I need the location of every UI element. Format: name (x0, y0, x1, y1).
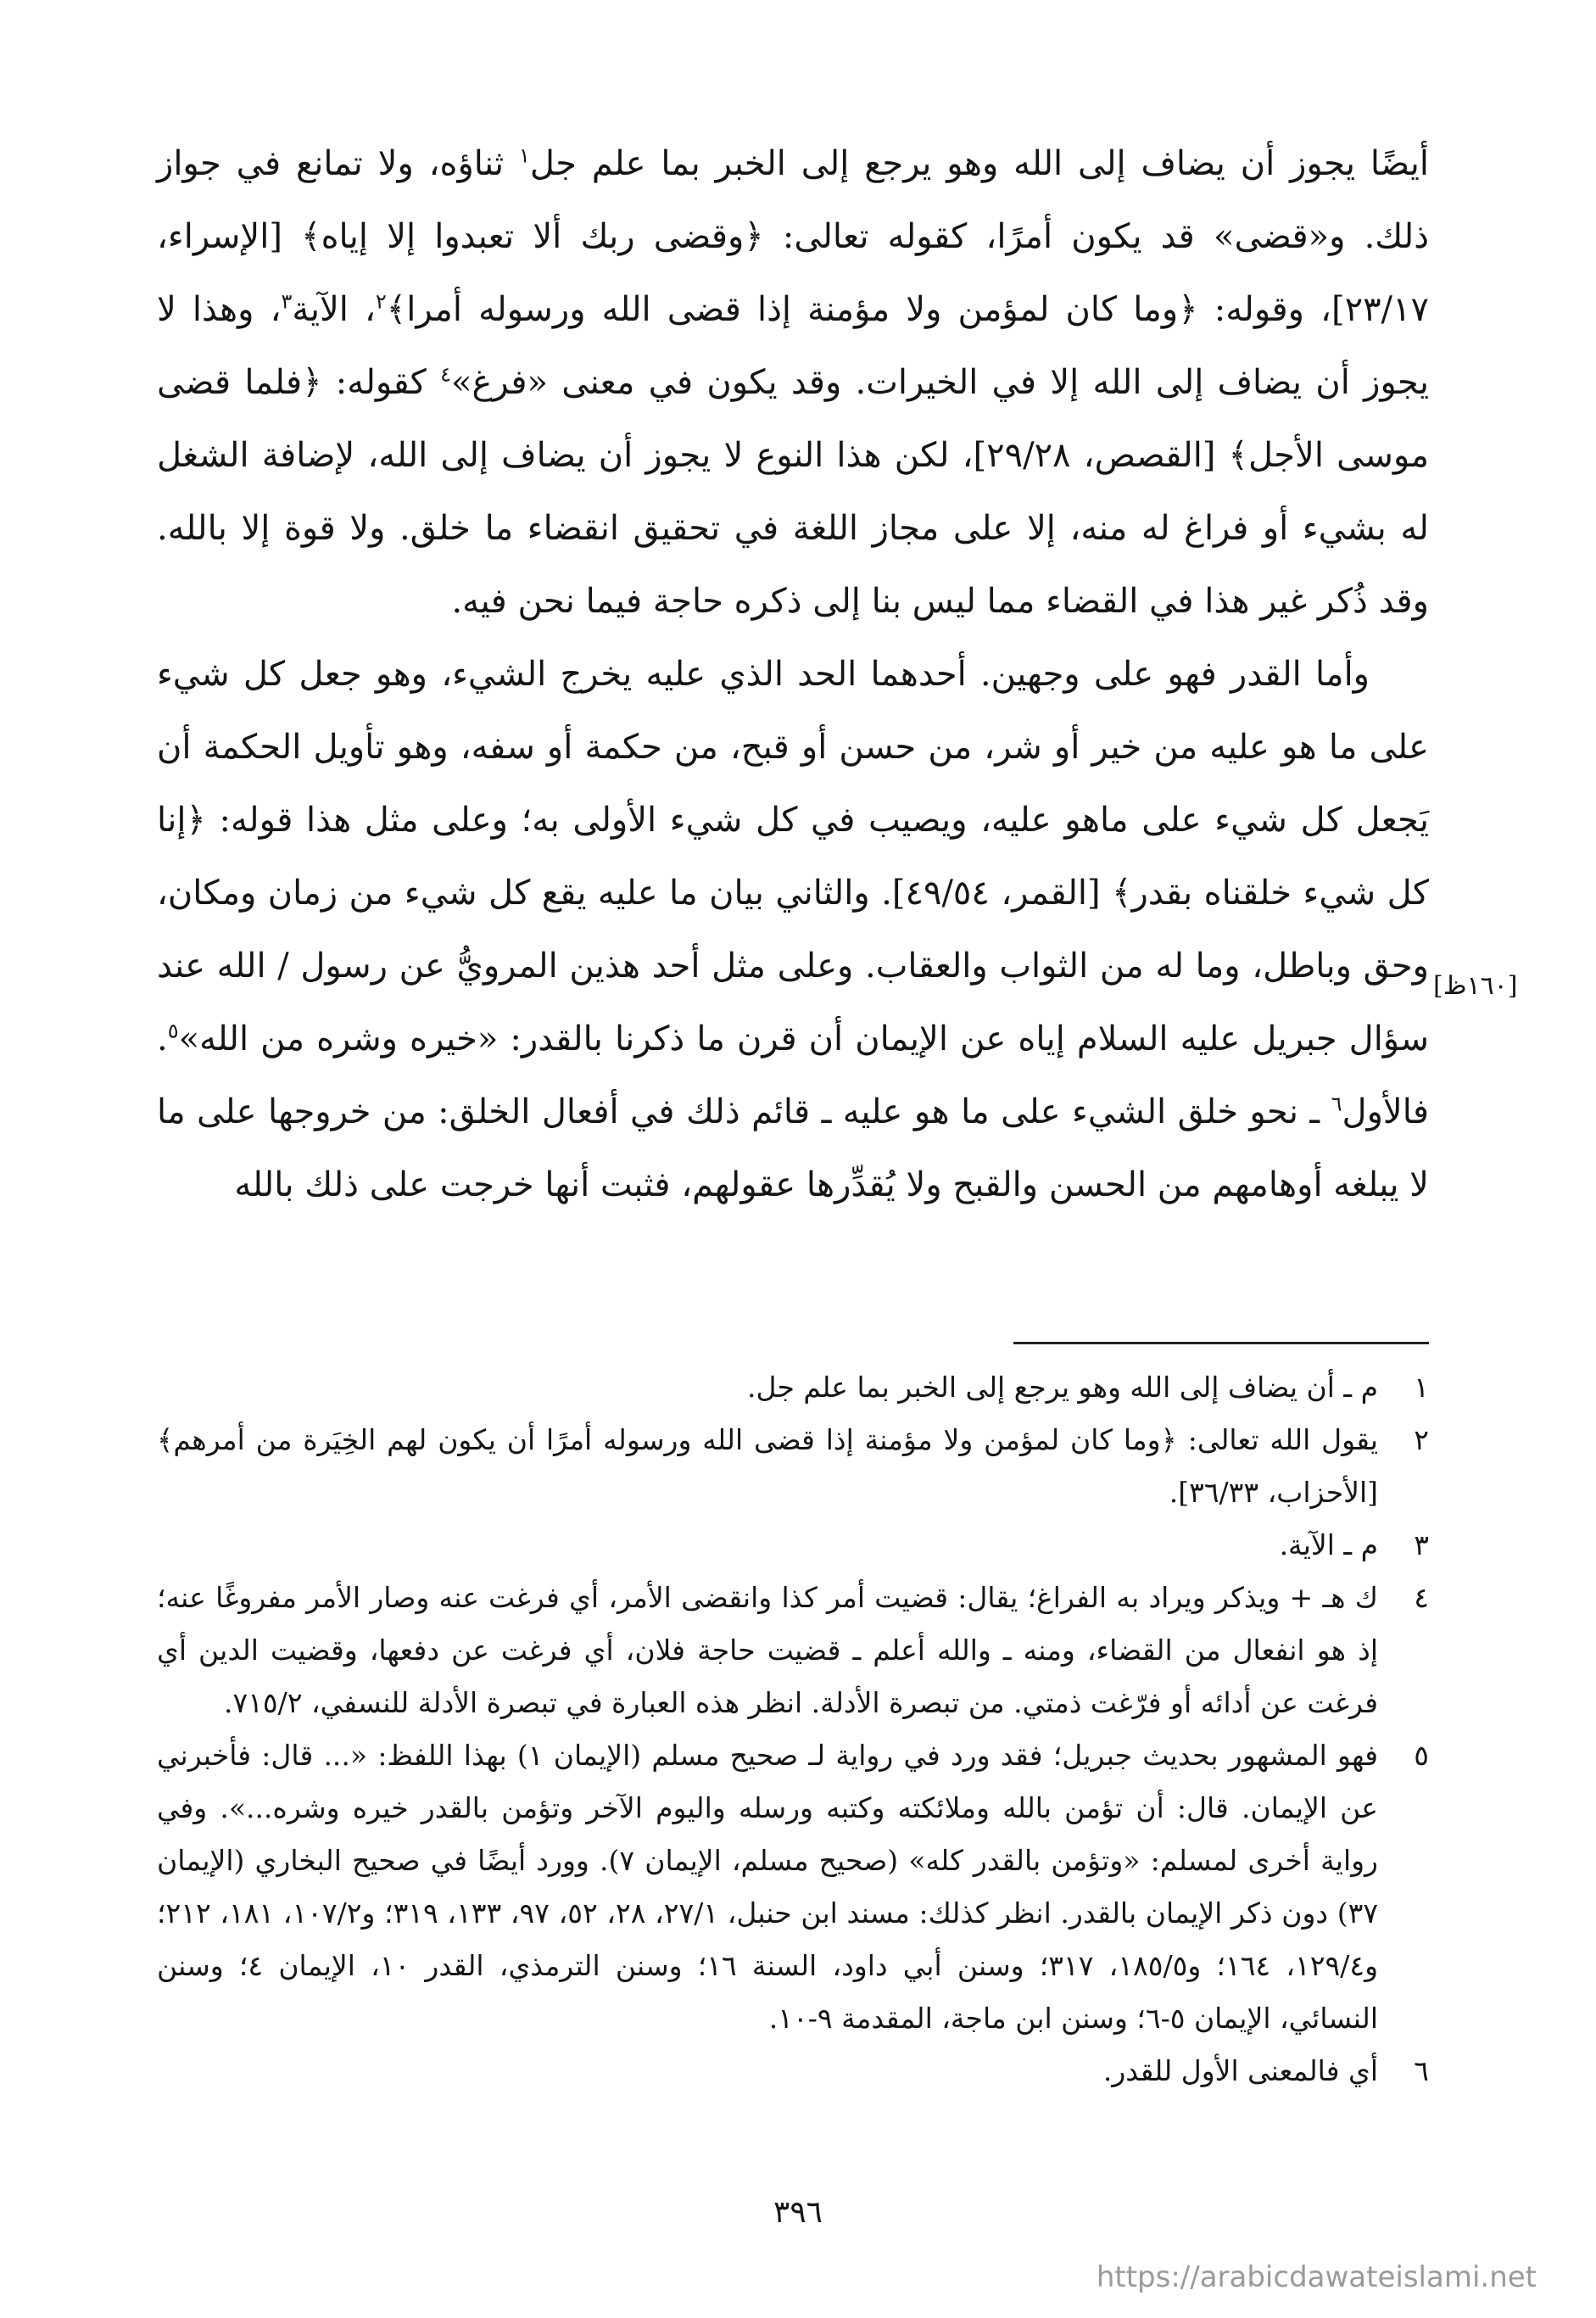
footnote-text: م ـ أن يضاف إلى الله وهو يرجع إلى الخبر بما علم جل. (747, 1371, 1378, 1404)
manuscript-folio-ref: [١٦٠ظ] (1433, 971, 1518, 1001)
footnotes (157, 1361, 1429, 2097)
footnote-text: ك هـ + ويذكر ويراد به الفراغ؛ يقال: قضيت أمر كذا وانقضى الأمر، أي فرغت عنه وصار الأمر مفروغًا عنه؛ إذ هو انفعال من القضاء، ومنه ـ والله أعلم ـ قضيت حاجة فلان، أي فرغت عن دفعها، وقضيت الدين أي فرغت عن أدائه أو فرّغت ذمتي. من تبصرة الأدلة. انظر هذه العبارة في تبصرة الأدلة للنسفي، ٧١٥/٢. (157, 1581, 1378, 1719)
footnote-number: ٣ (1414, 1528, 1429, 1561)
footnote-item (157, 2045, 1429, 2097)
footnote-number: ١ (1414, 1371, 1429, 1404)
footnote-text: أي فالمعنى الأول للقدر. (1102, 2054, 1378, 2087)
footnote-text: م ـ الآية. (1279, 1528, 1378, 1561)
p1-text-mid: ، الآية (292, 290, 376, 329)
watermark-url[interactable]: https://arabicdawateislami.net (1096, 2260, 1537, 2294)
footnote-item (157, 1361, 1429, 1414)
p1-text: أيضًا يجوز أن يضاف إلى الله وهو يرجع إلى الخبر بما علم جل (529, 144, 1429, 183)
p1-text-rest: ، وهذا لا يجوز أن يضاف إلى الله إلا في الخيرات. وقد يكون في معنى «فرغ» (157, 290, 1429, 402)
footnote-ref-1[interactable]: ١ (519, 143, 530, 168)
footnote-ref-6[interactable]: ٦ (1331, 1092, 1342, 1116)
paragraph-2 (157, 638, 1429, 1221)
p2-text: وأما القدر فهو على وجهين. أحدهما الحد الذي عليه يخرج الشيء، وهو جعل كل شيء على ما هو عليه من خير أو شر، من حسن أو قبح، من حكمة أو سفه، وهو تأويل الحكمة أن يَجعل كل شيء على ماهو عليه، ويصيب في كل شيء الأولى به؛ وعلى مثل هذا قوله: ﴿إنا كل شيء خلقناه بقدر﴾ [القمر، ٤٩/٥٤]. والثاني بيان ما عليه يقع كل شيء من زمان ومكان، وحق وباطل، وما له من الثواب والعقاب. وعلى مثل أحد هذين المرويُّ عن رسول / الله عند سؤال جبريل عليه السلام إياه عن الإيمان أن قرن ما ذكرنا بالقدر: «خيره وشره من الله» (157, 655, 1430, 1058)
footnote-item (157, 1729, 1429, 2045)
p1-text-end: ثناؤه، ولا تمانع في جواز ذلك. و«قضى» قد يكون أمرًا، كقوله تعالى: ﴿وقضى ربك ألا تعبدوا إلا إياه﴾ [الإسراء، ٢٣/١٧]، وقوله: ﴿وما كان لمؤمن ولا مؤمنة إذا قضى الله ورسوله أمرا﴾ (157, 144, 1429, 329)
footnote-divider (1013, 1342, 1429, 1344)
footnote-ref-2[interactable]: ٢ (375, 289, 387, 314)
footnote-ref-3[interactable]: ٣ (281, 289, 293, 314)
p1-text-tail: كقوله: ﴿فلما قضى موسى الأجل﴾ [القصص، ٢٩/٢٨]، لكن هذا النوع لا يجوز أن يضاف إلى الله، لإضافة الشغل له بشيء أو فراغ له منه، إلا على مجاز اللغة في تحقيق انقضاء ما خلق. ولا قوة إلا بالله. وقد ذُكر غير هذا في القضاء مما ليس بنا إلى ذكره حاجة فيما نحن فيه. (157, 363, 1430, 621)
main-text (157, 127, 1429, 1221)
footnote-number: ٥ (1414, 1739, 1429, 1772)
footnote-text: فهو المشهور بحديث جبريل؛ فقد ورد في رواية لـ صحيح مسلم (الإيمان ١) بهذا اللفظ: «... قال: فأخبرني عن الإيمان. قال: أن تؤمن بالله وملائكته وكتبه ورسله واليوم الآخر وتؤمن بالقدر خيره وشره...». وفي رواية أخرى لمسلم: «وتؤمن بالقدر كله» (صحيح مسلم، الإيمان ٧). وورد أيضًا في صحيح البخاري (الإيمان ٣٧) دون ذكر الإيمان بالقدر. انظر كذلك: مسند ابن حنبل، ٢٧/١، ٢٨، ٥٢، ٩٧، ١٣٣، ٣١٩؛ و١٠٧/٢، ١٨١، ٢١٢؛ و١٢٩/٤، ١٦٤؛ و١٨٥/٥، ٣١٧؛ وسنن أبي داود، السنة ١٦؛ وسنن الترمذي، القدر ١٠، الإيمان ٤؛ وسنن النسائي، الإيمان ٥-٦؛ وسنن ابن ماجة، المقدمة ٩-١٠. (157, 1739, 1379, 2035)
footnote-number: ٤ (1414, 1581, 1429, 1614)
footnote-ref-5[interactable]: ٥ (167, 1019, 179, 1043)
paragraph-1 (157, 127, 1429, 638)
footnote-item (157, 1414, 1429, 1519)
footnote-item (157, 1519, 1429, 1572)
footnote-number: ٢ (1414, 1423, 1429, 1456)
footnote-ref-4[interactable]: ٤ (440, 362, 451, 387)
page-number: ٣٩٦ (773, 2195, 823, 2230)
footnote-number: ٦ (1414, 2054, 1429, 2087)
p2-text-end: . فالأول (157, 1019, 1429, 1131)
footnote-item (157, 1572, 1429, 1729)
p2-text-tail: ـ نحو خلق الشيء على ما هو عليه ـ قائم ذلك في أفعال الخلق: من خروجها على ما لا يبلغه أوهامهم من الحسن والقبح ولا يُقدِّرها عقولهم، فثبت أنها خرجت على ذلك بالله (157, 1092, 1429, 1204)
footnote-text: يقول الله تعالى: ﴿وما كان لمؤمن ولا مؤمنة إذا قضى الله ورسوله أمرًا أن يكون لهم الخِيَرة من أمرهم﴾ [الأحزاب، ٣٦/٣٣]. (157, 1423, 1378, 1509)
